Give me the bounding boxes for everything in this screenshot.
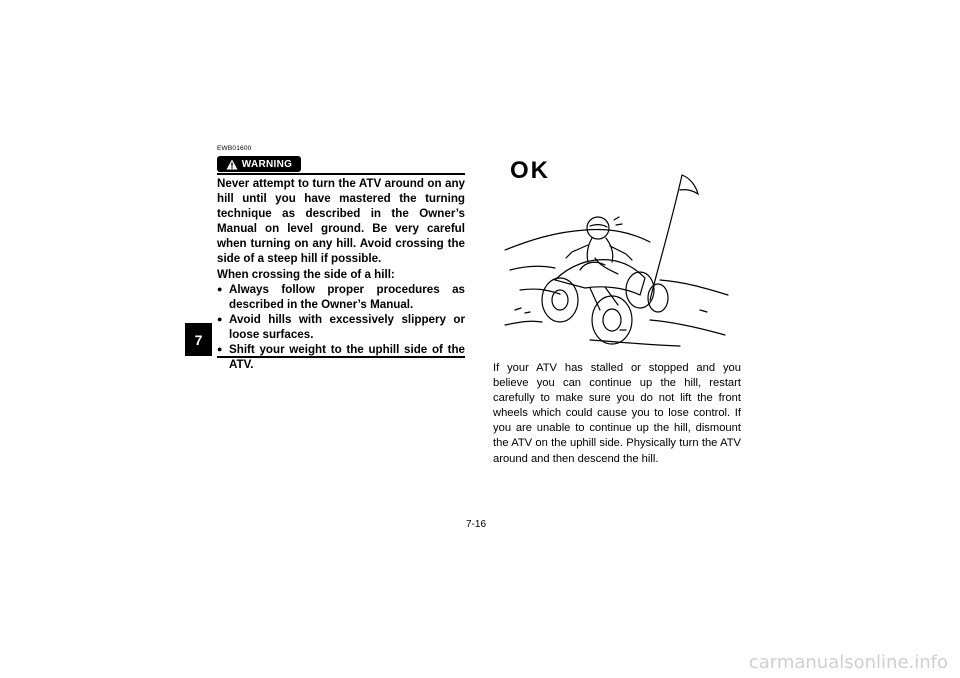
chapter-tab <box>185 323 212 356</box>
illustration-label: OK <box>510 157 550 184</box>
warning-bullet: ● Always follow proper procedures as described in the Owner’s Manual. <box>217 282 465 312</box>
warning-bullet: ● Avoid hills with excessively slippery or loose surfaces. <box>217 312 465 342</box>
atv-hillside-illustration <box>500 170 732 350</box>
warning-code: EWB01600 <box>217 145 252 152</box>
warning-badge <box>217 156 301 172</box>
body-paragraph: If your ATV has stalled or stopped and you believe you can continue up the hill, restart carefully to make sure you do not lift the front wheels which could cause you to lose control. If you are unable to continue up the hill, dismount the ATV on the uphill side. Physically turn the ATV around and then descend the hill. <box>493 362 741 465</box>
warning-bullet-list <box>217 282 465 373</box>
warning-body <box>217 176 465 372</box>
warning-label: WARNING <box>241 158 293 170</box>
page-number: 7-16 <box>466 519 487 530</box>
warning-top-rule <box>217 173 465 175</box>
warning-intro: When crossing the side of a hill: <box>217 267 395 281</box>
chapter-number: 7 <box>194 331 203 348</box>
watermark: carmanualsonline.info <box>748 652 948 673</box>
warning-paragraph: Never attempt to turn the ATV around on any hill until you have mastered the turning technique as described in the Owner’s Manual on level ground. Be very careful when turning on any hill. Avoid crossing the side of a steep hill if possible. <box>217 177 465 266</box>
warning-bottom-rule <box>217 356 465 358</box>
warning-bullet: ● Shift your weight to the uphill side of the ATV. <box>217 342 465 372</box>
warning-triangle-icon <box>226 159 238 170</box>
